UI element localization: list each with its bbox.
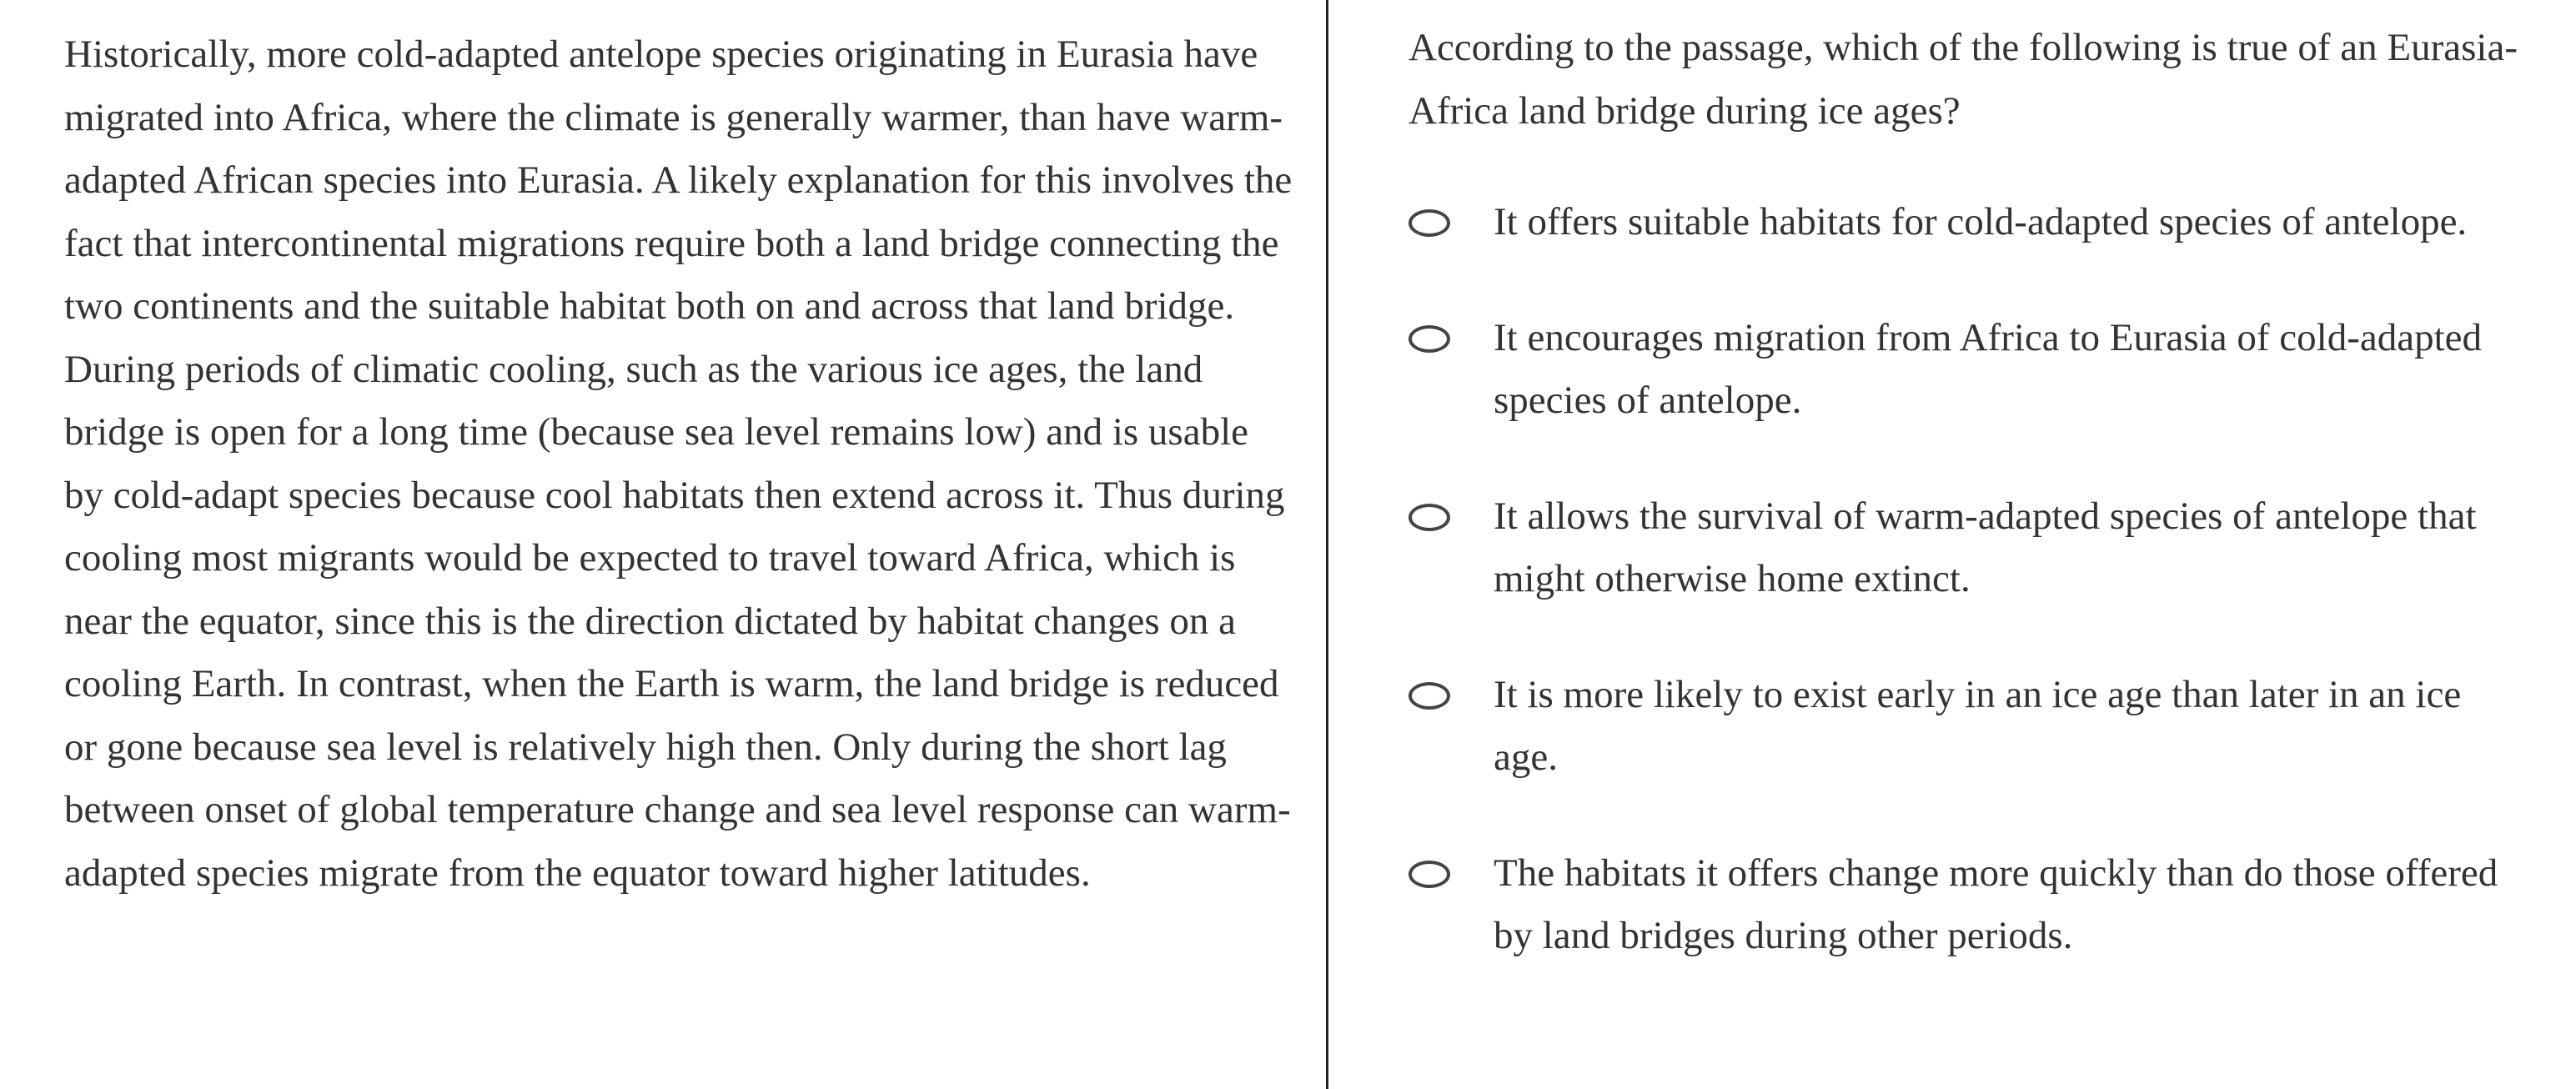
- answer-option-e[interactable]: [1409, 842, 2534, 968]
- answer-option-b[interactable]: [1409, 307, 2534, 433]
- radio-unselected-icon[interactable]: [1409, 861, 1450, 888]
- radio-unselected-icon[interactable]: [1409, 504, 1450, 531]
- radio-unselected-icon[interactable]: [1409, 209, 1450, 237]
- reading-passage: Historically, more cold-adapted antelope species originating in Eurasia have migrated into Africa, where the climate is generally warmer, than have warm-adapted African species into Eurasia. A likely explanation for this involves the fact that intercontinental migrations require both a land bridge connecting the two continents and the suitable habitat both on and across that land bridge. During periods of climatic cooling, such as the various ice ages, the land bridge is open for a long time (because sea level remains low) and is usable by cold-adapt species because cool habitats then extend across it. Thus during cooling most migrants would be expected to travel toward Africa, which is near the equator, since this is the direction dictated by habitat changes on a cooling Earth. In contrast, when the Earth is warm, the land bridge is reduced or gone because sea level is relatively high then. Only during the short lag between onset of global temperature change and sea level response can warm-adapted species migrate from the equator toward higher latitudes.: [64, 33, 1293, 895]
- question-pane: [1328, 0, 2576, 1089]
- answer-option-c[interactable]: [1409, 485, 2534, 611]
- answer-option-label[interactable]: It encourages migration from Africa to Eurasia of cold-adapted species of antelope.: [1494, 315, 2482, 422]
- answer-option-d[interactable]: [1409, 664, 2534, 790]
- answer-option-a[interactable]: [1409, 191, 2534, 254]
- answer-option-label[interactable]: It offers suitable habitats for cold-adapted species of antelope.: [1494, 200, 2468, 243]
- answer-options: [1409, 191, 2534, 968]
- answer-option-label[interactable]: It allows the survival of warm-adapted species of antelope that might otherwise home extinct.: [1494, 494, 2477, 600]
- answer-option-label[interactable]: The habitats it offers change more quickly than do those offered by land bridges during other periods.: [1494, 851, 2498, 957]
- answer-option-label[interactable]: It is more likely to exist early in an ice age than later in an ice age.: [1494, 672, 2462, 779]
- radio-unselected-icon[interactable]: [1409, 682, 1450, 710]
- question-stem: According to the passage, which of the following is true of an Eurasia-Africa land bridge during ice ages?: [1409, 26, 2518, 133]
- radio-unselected-icon[interactable]: [1409, 325, 1450, 353]
